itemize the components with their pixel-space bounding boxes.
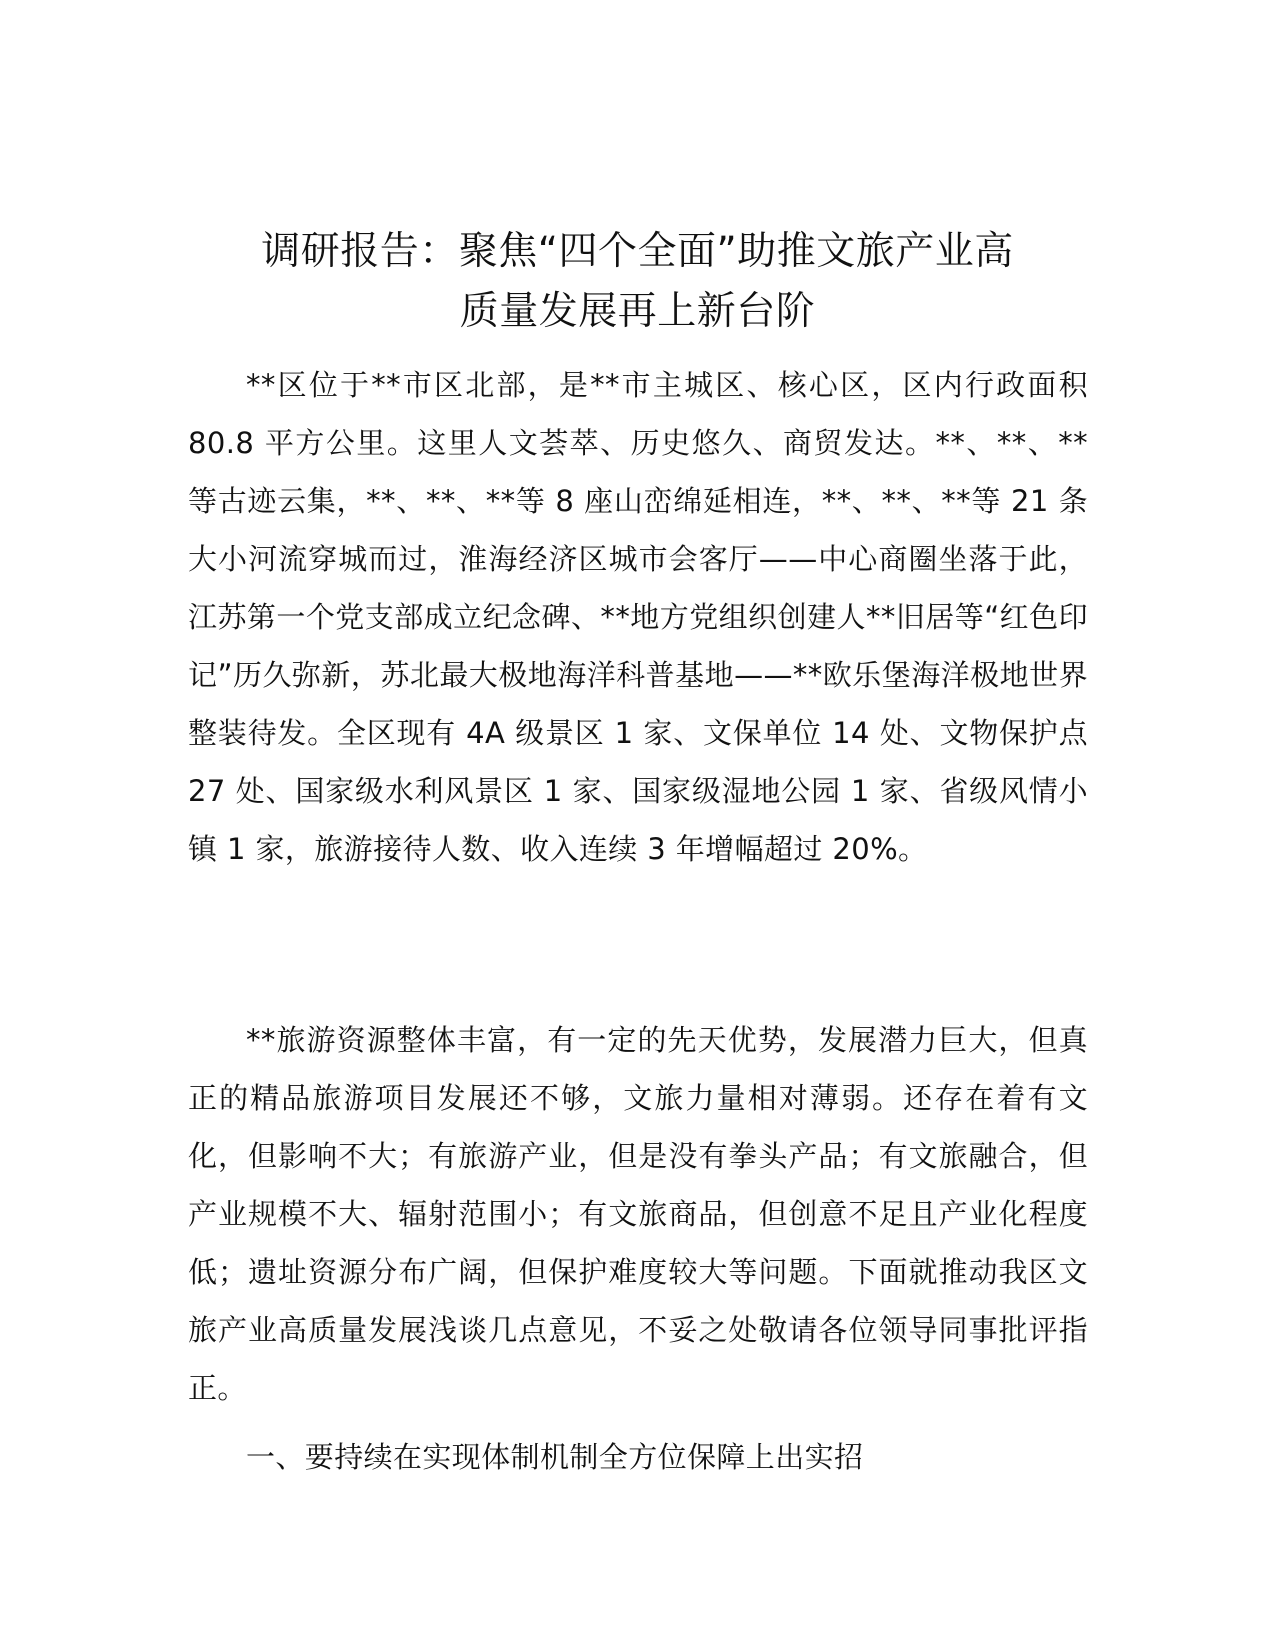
title-line-2: 质量发展再上新台阶 — [459, 289, 816, 334]
section-heading-1: 一、要持续在实现体制机制全方位保障上出实招 — [246, 1440, 864, 1474]
intro-paragraph: **区位于**市区北部，是**市主城区、核心区，区内行政面积 80.8 平方公里。这里人文荟萃、历史悠久、商贸发达。**、**、**等古迹云集，**、**、**等 8 座山峦绵延相连，**、**、**等 21 条大小河流穿城而过，淮海经济区城市会客厅——中心商圈坐落于此，江苏第一个党支部成立纪念碑、**地方党组织创建人**旧居等“红色印记”历久弥新，苏北最大极地海洋科普基地——**欧乐堡海洋极地世界整装待发。全区现有 4A 级景区 1 家、文保单位 14 处、文物保护点 27 处、国家级水利风景区 1 家、国家级湿地公园 1 家、省级风情小镇 1 家，旅游接待人数、收入连续 3 年增幅超过 20%。 — [188, 368, 1088, 866]
title-line-1: 调研报告：聚焦“四个全面”助推文旅产业高 — [261, 229, 1014, 274]
document-title — [160, 222, 1115, 342]
overview-paragraph: **旅游资源整体丰富，有一定的先天优势，发展潜力巨大，但真正的精品旅游项目发展还不够，文旅力量相对薄弱。还存在着有文化，但影响不大；有旅游产业，但是没有拳头产品；有文旅融合，但产业规模不大、辐射范围小；有文旅商品，但创意不足且产业化程度低；遗址资源分布广阔，但保护难度较大等问题。下面就推动我区文旅产业高质量发展浅谈几点意见，不妥之处敬请各位领导同事批评指正。 — [188, 1023, 1088, 1405]
